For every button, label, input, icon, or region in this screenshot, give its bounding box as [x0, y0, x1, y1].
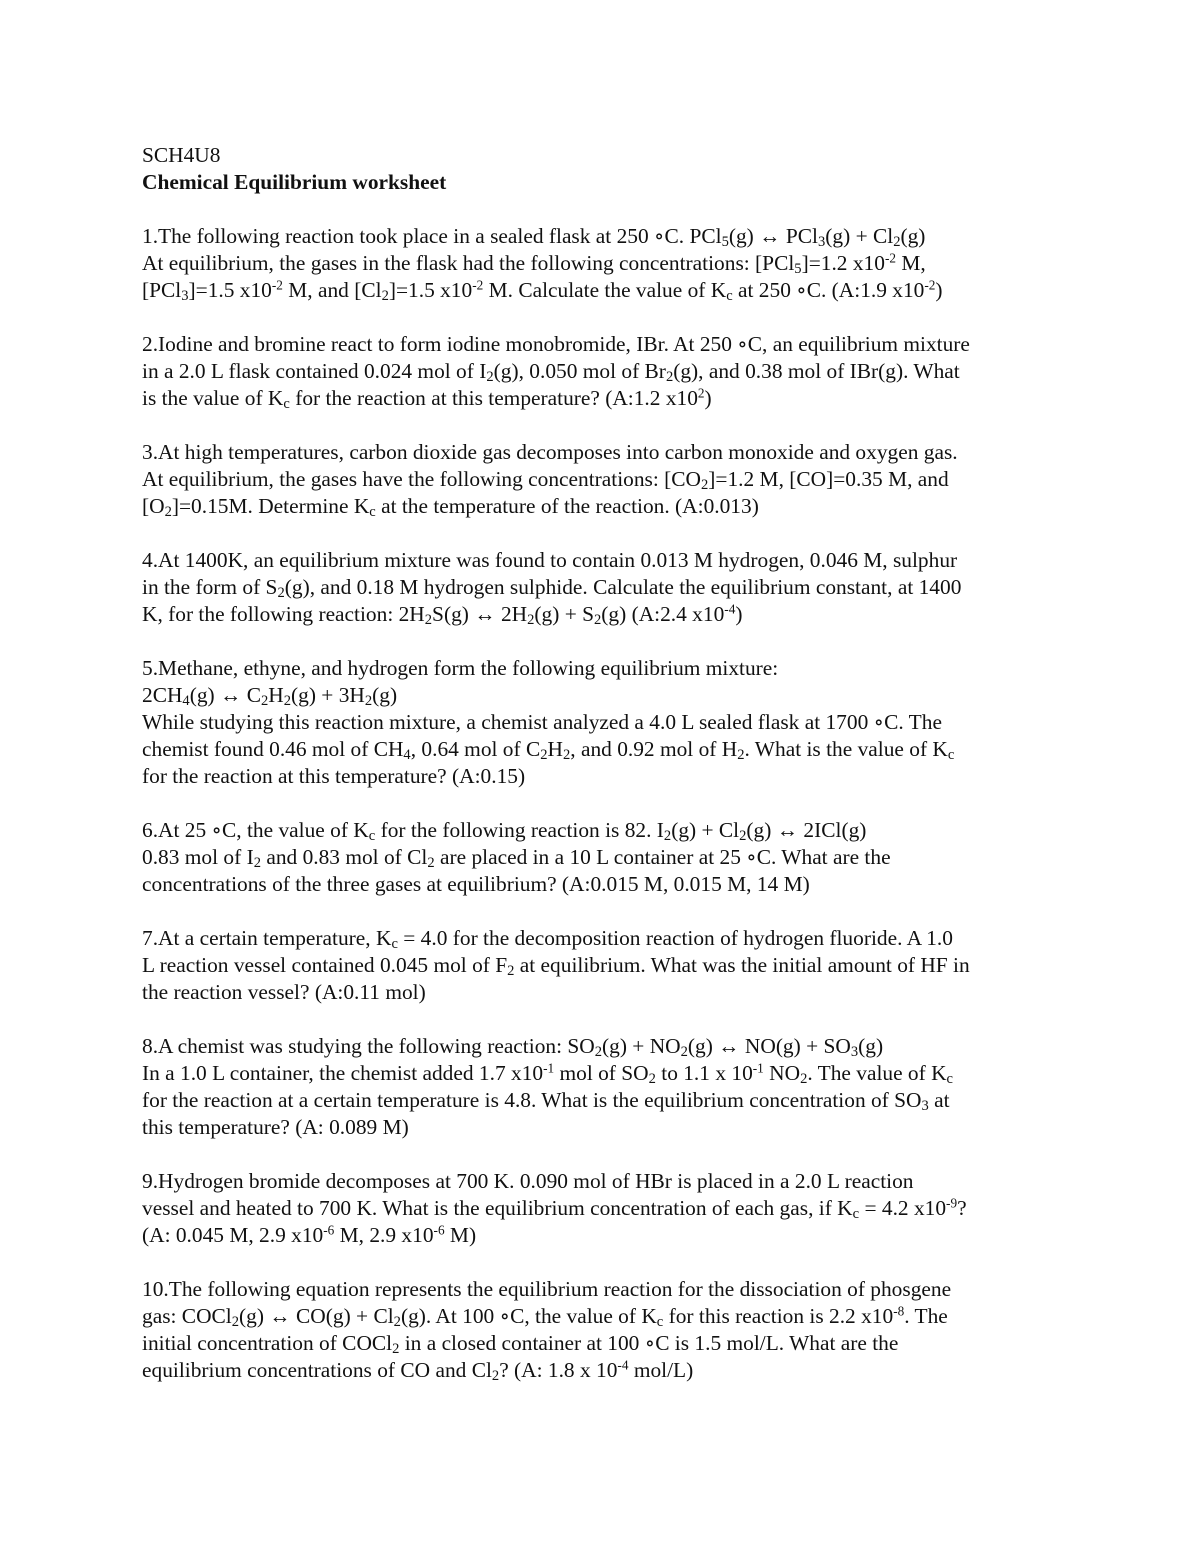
question-4: [142, 547, 1072, 628]
question-line: [142, 925, 1072, 952]
question-text: While studying this reaction mixture, a chemist analyzed a 4.0 L sealed flask at 1700 ∘C. The: [142, 710, 942, 734]
superscript: -2: [924, 277, 936, 293]
question-line: [142, 1060, 1072, 1087]
question-line: [142, 844, 1072, 871]
question-text: (g). At 100 ∘C, the value of K: [400, 1304, 657, 1328]
question-text: (g) (A:2.4 x10: [601, 602, 725, 626]
question-text: for the reaction at this temperature? (A:1.2 x10: [289, 386, 698, 410]
subscript: 2: [231, 1314, 240, 1331]
subscript: 2: [648, 1071, 656, 1088]
question-line: [142, 871, 1072, 898]
subscript: 2: [261, 693, 269, 710]
question-number: 3.: [142, 440, 159, 464]
question-text: ): [704, 386, 712, 410]
question-number: 10.: [142, 1277, 169, 1301]
question-text: H: [268, 683, 284, 707]
question-text: ]=1.5 x10: [388, 278, 473, 302]
subscript: 2: [594, 1044, 602, 1061]
question-text: [PCl: [142, 278, 182, 302]
question-text: , and 0.92 mol of H: [570, 737, 738, 761]
subscript: 2: [364, 693, 373, 710]
superscript: 2: [697, 385, 705, 401]
question-text: for the reaction at this temperature? (A:0.15): [142, 764, 526, 788]
subscript: 2: [540, 747, 548, 764]
question-line: [142, 736, 1072, 763]
superscript: -6: [323, 1222, 335, 1238]
question-line: [142, 709, 1072, 736]
question-text: (g) ↔ CO(g) + Cl: [239, 1304, 394, 1328]
question-text: , 0.64 mol of C: [410, 737, 541, 761]
question-text: chemist found 0.46 mol of CH: [142, 737, 404, 761]
subscript: c: [656, 1314, 664, 1331]
question-text: Hydrogen bromide decomposes at 700 K. 0.090 mol of HBr is placed in a 2.0 L reaction: [158, 1169, 914, 1193]
superscript: -8: [893, 1303, 905, 1319]
subscript: 2: [486, 369, 494, 386]
question-text: K, for the following reaction: 2H: [142, 602, 425, 626]
question-line: [142, 1168, 1072, 1195]
subscript: 2: [800, 1071, 808, 1088]
subscript: 2: [737, 747, 745, 764]
question-text: in the form of S: [142, 575, 278, 599]
question-text: At a certain temperature, K: [158, 926, 392, 950]
question-line: [142, 1357, 1072, 1384]
question-9: [142, 1168, 1072, 1249]
question-text: (A: 0.045 M, 2.9 x10: [142, 1223, 324, 1247]
subscript: 2: [527, 612, 535, 629]
question-text: ): [935, 278, 943, 302]
question-line: [142, 1087, 1072, 1114]
question-line: [142, 817, 1072, 844]
subscript: 2: [392, 1341, 400, 1358]
subscript: 2: [427, 855, 435, 872]
question-text: At 1400K, an equilibrium mixture was found to contain 0.013 M hydrogen, 0.046 M, sulphur: [158, 548, 958, 572]
question-text: . The value of K: [807, 1061, 947, 1085]
question-line: [142, 979, 1072, 1006]
question-number: 8.: [142, 1034, 159, 1058]
question-line: [142, 250, 1072, 277]
question-text: vessel and heated to 700 K. What is the equilibrium concentration of each gas, if K: [142, 1196, 853, 1220]
question-text: The following equation represents the equilibrium reaction for the dissociation of phosgene: [168, 1277, 952, 1301]
subscript: 2: [594, 612, 602, 629]
question-text: . The: [904, 1304, 948, 1328]
question-number: 7.: [142, 926, 159, 950]
question-text: are placed in a 10 L container at 25 ∘C. What are the: [434, 845, 891, 869]
subscript: 2: [663, 828, 672, 845]
subscript: 3: [818, 234, 826, 251]
question-text: ]=1.5 x10: [188, 278, 272, 302]
question-line: [142, 601, 1072, 628]
subscript: 2: [562, 747, 571, 764]
question-2: [142, 331, 1072, 412]
question-text: (g): [858, 1034, 884, 1058]
subscript: 2: [277, 585, 285, 602]
superscript: -9: [946, 1195, 958, 1211]
question-text: in a 2.0 L flask contained 0.024 mol of I: [142, 359, 487, 383]
question-text: ): [735, 602, 743, 626]
question-text: ? (A: 1.8 x 10: [499, 1358, 618, 1382]
question-line: [142, 574, 1072, 601]
subscript: c: [283, 396, 290, 413]
question-line: [142, 439, 1072, 466]
question-text: equilibrium concentrations of CO and Cl: [142, 1358, 492, 1382]
question-text: ?: [957, 1196, 967, 1220]
question-text: at the temperature of the reaction. (A:0.013): [375, 494, 759, 518]
question-7: [142, 925, 1072, 1006]
question-text: for this reaction is 2.2 x10: [663, 1304, 894, 1328]
question-line: [142, 952, 1072, 979]
question-text: 0.83 mol of I: [142, 845, 254, 869]
question-text: 2CH: [142, 683, 183, 707]
subscript: 2: [253, 855, 261, 872]
question-text: (g) + Cl: [825, 224, 894, 248]
question-number: 2.: [142, 332, 159, 356]
subscript: 2: [665, 369, 674, 386]
question-text: ]=1.2 M, [CO]=0.35 M, and: [708, 467, 949, 491]
question-text: A chemist was studying the following reaction: SO: [158, 1034, 595, 1058]
question-text: S(g) ↔ 2H: [432, 602, 528, 626]
subscript: 2: [283, 693, 292, 710]
subscript: c: [726, 288, 733, 305]
question-text: L reaction vessel contained 0.045 mol of F: [142, 953, 508, 977]
question-text: (g) ↔ C: [189, 683, 261, 707]
subscript: 2: [424, 612, 433, 629]
question-text: = 4.0 for the decomposition reaction of hydrogen fluoride. A 1.0: [397, 926, 953, 950]
question-line: [142, 466, 1072, 493]
question-text: concentrations of the three gases at equilibrium? (A:0.015 M, 0.015 M, 14 M): [142, 872, 810, 896]
question-line: [142, 331, 1072, 358]
superscript: -6: [433, 1222, 445, 1238]
question-text: M, and [Cl: [282, 278, 382, 302]
question-text: mol/L): [628, 1358, 694, 1382]
question-text: for the reaction at a certain temperature is 4.8. What is the equilibrium concentration of SO: [142, 1088, 922, 1112]
superscript: -2: [472, 277, 484, 293]
question-text: Methane, ethyne, and hydrogen form the following equilibrium mixture:: [158, 656, 779, 680]
subscript: 2: [491, 1368, 500, 1385]
question-text: (g) + 3H: [291, 683, 365, 707]
subscript: 3: [181, 288, 189, 305]
question-text: is the value of K: [142, 386, 284, 410]
question-line: [142, 385, 1072, 412]
question-text: gas: COCl: [142, 1304, 232, 1328]
question-line: [142, 1276, 1072, 1303]
question-8: [142, 1033, 1072, 1141]
question-line: [142, 223, 1072, 250]
subscript: 4: [182, 693, 190, 710]
question-text: (g), and 0.38 mol of IBr(g). What: [673, 359, 960, 383]
question-number: 1.: [142, 224, 159, 248]
question-text: ]=1.2 x10: [801, 251, 885, 275]
question-text: (g) ↔ PCl: [728, 224, 818, 248]
question-text: M. Calculate the value of K: [483, 278, 727, 302]
question-text: at: [928, 1088, 950, 1112]
question-text: at 250 ∘C. (A:1.9 x10: [732, 278, 925, 302]
question-10: [142, 1276, 1072, 1384]
question-text: for the following reaction is 82. I: [375, 818, 664, 842]
question-text: Iodine and bromine react to form iodine monobromide, IBr. At 250 ∘C, an equilibrium mixture: [158, 332, 970, 356]
superscript: -4: [617, 1357, 629, 1373]
question-number: 4.: [142, 548, 159, 572]
question-line: [142, 763, 1072, 790]
superscript: -4: [724, 601, 736, 617]
question-text: this temperature? (A: 0.089 M): [142, 1115, 409, 1139]
question-3: [142, 439, 1072, 520]
question-text: (g): [372, 683, 398, 707]
question-text: [O: [142, 494, 165, 518]
question-text: ]=0.15M. Determine K: [171, 494, 370, 518]
question-text: M, 2.9 x10: [334, 1223, 434, 1247]
question-line: [142, 1114, 1072, 1141]
question-list: [142, 223, 1072, 1384]
question-text: (g): [900, 224, 926, 248]
question-line: [142, 277, 1072, 304]
question-text: mol of SO: [554, 1061, 649, 1085]
subscript: 5: [794, 261, 802, 278]
superscript: -2: [271, 277, 283, 293]
subscript: c: [369, 504, 376, 521]
subscript: 5: [721, 234, 729, 251]
subscript: 2: [893, 234, 901, 251]
subscript: c: [391, 936, 398, 953]
question-line: [142, 1222, 1072, 1249]
question-line: [142, 655, 1072, 682]
superscript: -1: [752, 1060, 764, 1076]
question-line: [142, 682, 1072, 709]
question-text: (g), 0.050 mol of Br: [493, 359, 666, 383]
course-code: SCH4U8: [142, 143, 221, 167]
question-text: initial concentration of COCl: [142, 1331, 393, 1355]
question-text: H: [547, 737, 563, 761]
question-text: (g) + S: [534, 602, 595, 626]
question-number: 6.: [142, 818, 159, 842]
question-text: In a 1.0 L container, the chemist added 1.7 x10: [142, 1061, 544, 1085]
worksheet-title: Chemical Equilibrium worksheet: [142, 170, 447, 194]
question-text: (g) + NO: [602, 1034, 681, 1058]
subscript: 2: [393, 1314, 401, 1331]
subscript: c: [946, 1071, 954, 1088]
subscript: 2: [507, 963, 515, 980]
question-text: the reaction vessel? (A:0.11 mol): [142, 980, 426, 1004]
subscript: 2: [381, 288, 389, 305]
worksheet-page: [142, 142, 1072, 1384]
question-text: At high temperatures, carbon dioxide gas decomposes into carbon monoxide and oxygen gas.: [158, 440, 958, 464]
question-number: 9.: [142, 1169, 159, 1193]
question-5: [142, 655, 1072, 790]
question-text: NO: [763, 1061, 801, 1085]
question-text: . What is the value of K: [744, 737, 948, 761]
question-text: At equilibrium, the gases have the following concentrations: [CO: [142, 467, 701, 491]
subscript: 2: [164, 504, 172, 521]
question-line: [142, 1303, 1072, 1330]
question-text: At 25 ∘C, the value of K: [158, 818, 369, 842]
subscript: 4: [403, 747, 411, 764]
question-text: = 4.2 x10: [859, 1196, 947, 1220]
subscript: 2: [739, 828, 747, 845]
superscript: -1: [543, 1060, 555, 1076]
question-text: in a closed container at 100 ∘C is 1.5 mol/L. What are the: [399, 1331, 899, 1355]
question-line: [142, 1330, 1072, 1357]
question-text: M,: [895, 251, 926, 275]
question-line: [142, 547, 1072, 574]
question-text: at equilibrium. What was the initial amount of HF in: [514, 953, 970, 977]
question-text: (g) + Cl: [671, 818, 740, 842]
question-text: (g) ↔ NO(g) + SO: [687, 1034, 851, 1058]
subscript: 2: [701, 477, 709, 494]
question-text: to 1.1 x 10: [655, 1061, 753, 1085]
question-text: M): [444, 1223, 477, 1247]
question-6: [142, 817, 1072, 898]
question-text: (g), and 0.18 M hydrogen sulphide. Calculate the equilibrium constant, at 1400: [284, 575, 962, 599]
superscript: -2: [884, 250, 896, 266]
question-text: The following reaction took place in a sealed flask at 250 ∘C. PCl: [158, 224, 722, 248]
question-text: and 0.83 mol of Cl: [260, 845, 428, 869]
question-1: [142, 223, 1072, 304]
subscript: 2: [680, 1044, 688, 1061]
subscript: c: [368, 828, 376, 845]
subscript: c: [947, 747, 955, 764]
subscript: c: [852, 1206, 860, 1223]
question-line: [142, 493, 1072, 520]
question-line: [142, 1033, 1072, 1060]
question-number: 5.: [142, 656, 159, 680]
question-line: [142, 1195, 1072, 1222]
subscript: 3: [921, 1098, 929, 1115]
question-line: [142, 358, 1072, 385]
subscript: 3: [850, 1044, 859, 1061]
question-text: At equilibrium, the gases in the flask had the following concentrations: [PCl: [142, 251, 795, 275]
question-text: (g) ↔ 2ICl(g): [746, 818, 867, 842]
